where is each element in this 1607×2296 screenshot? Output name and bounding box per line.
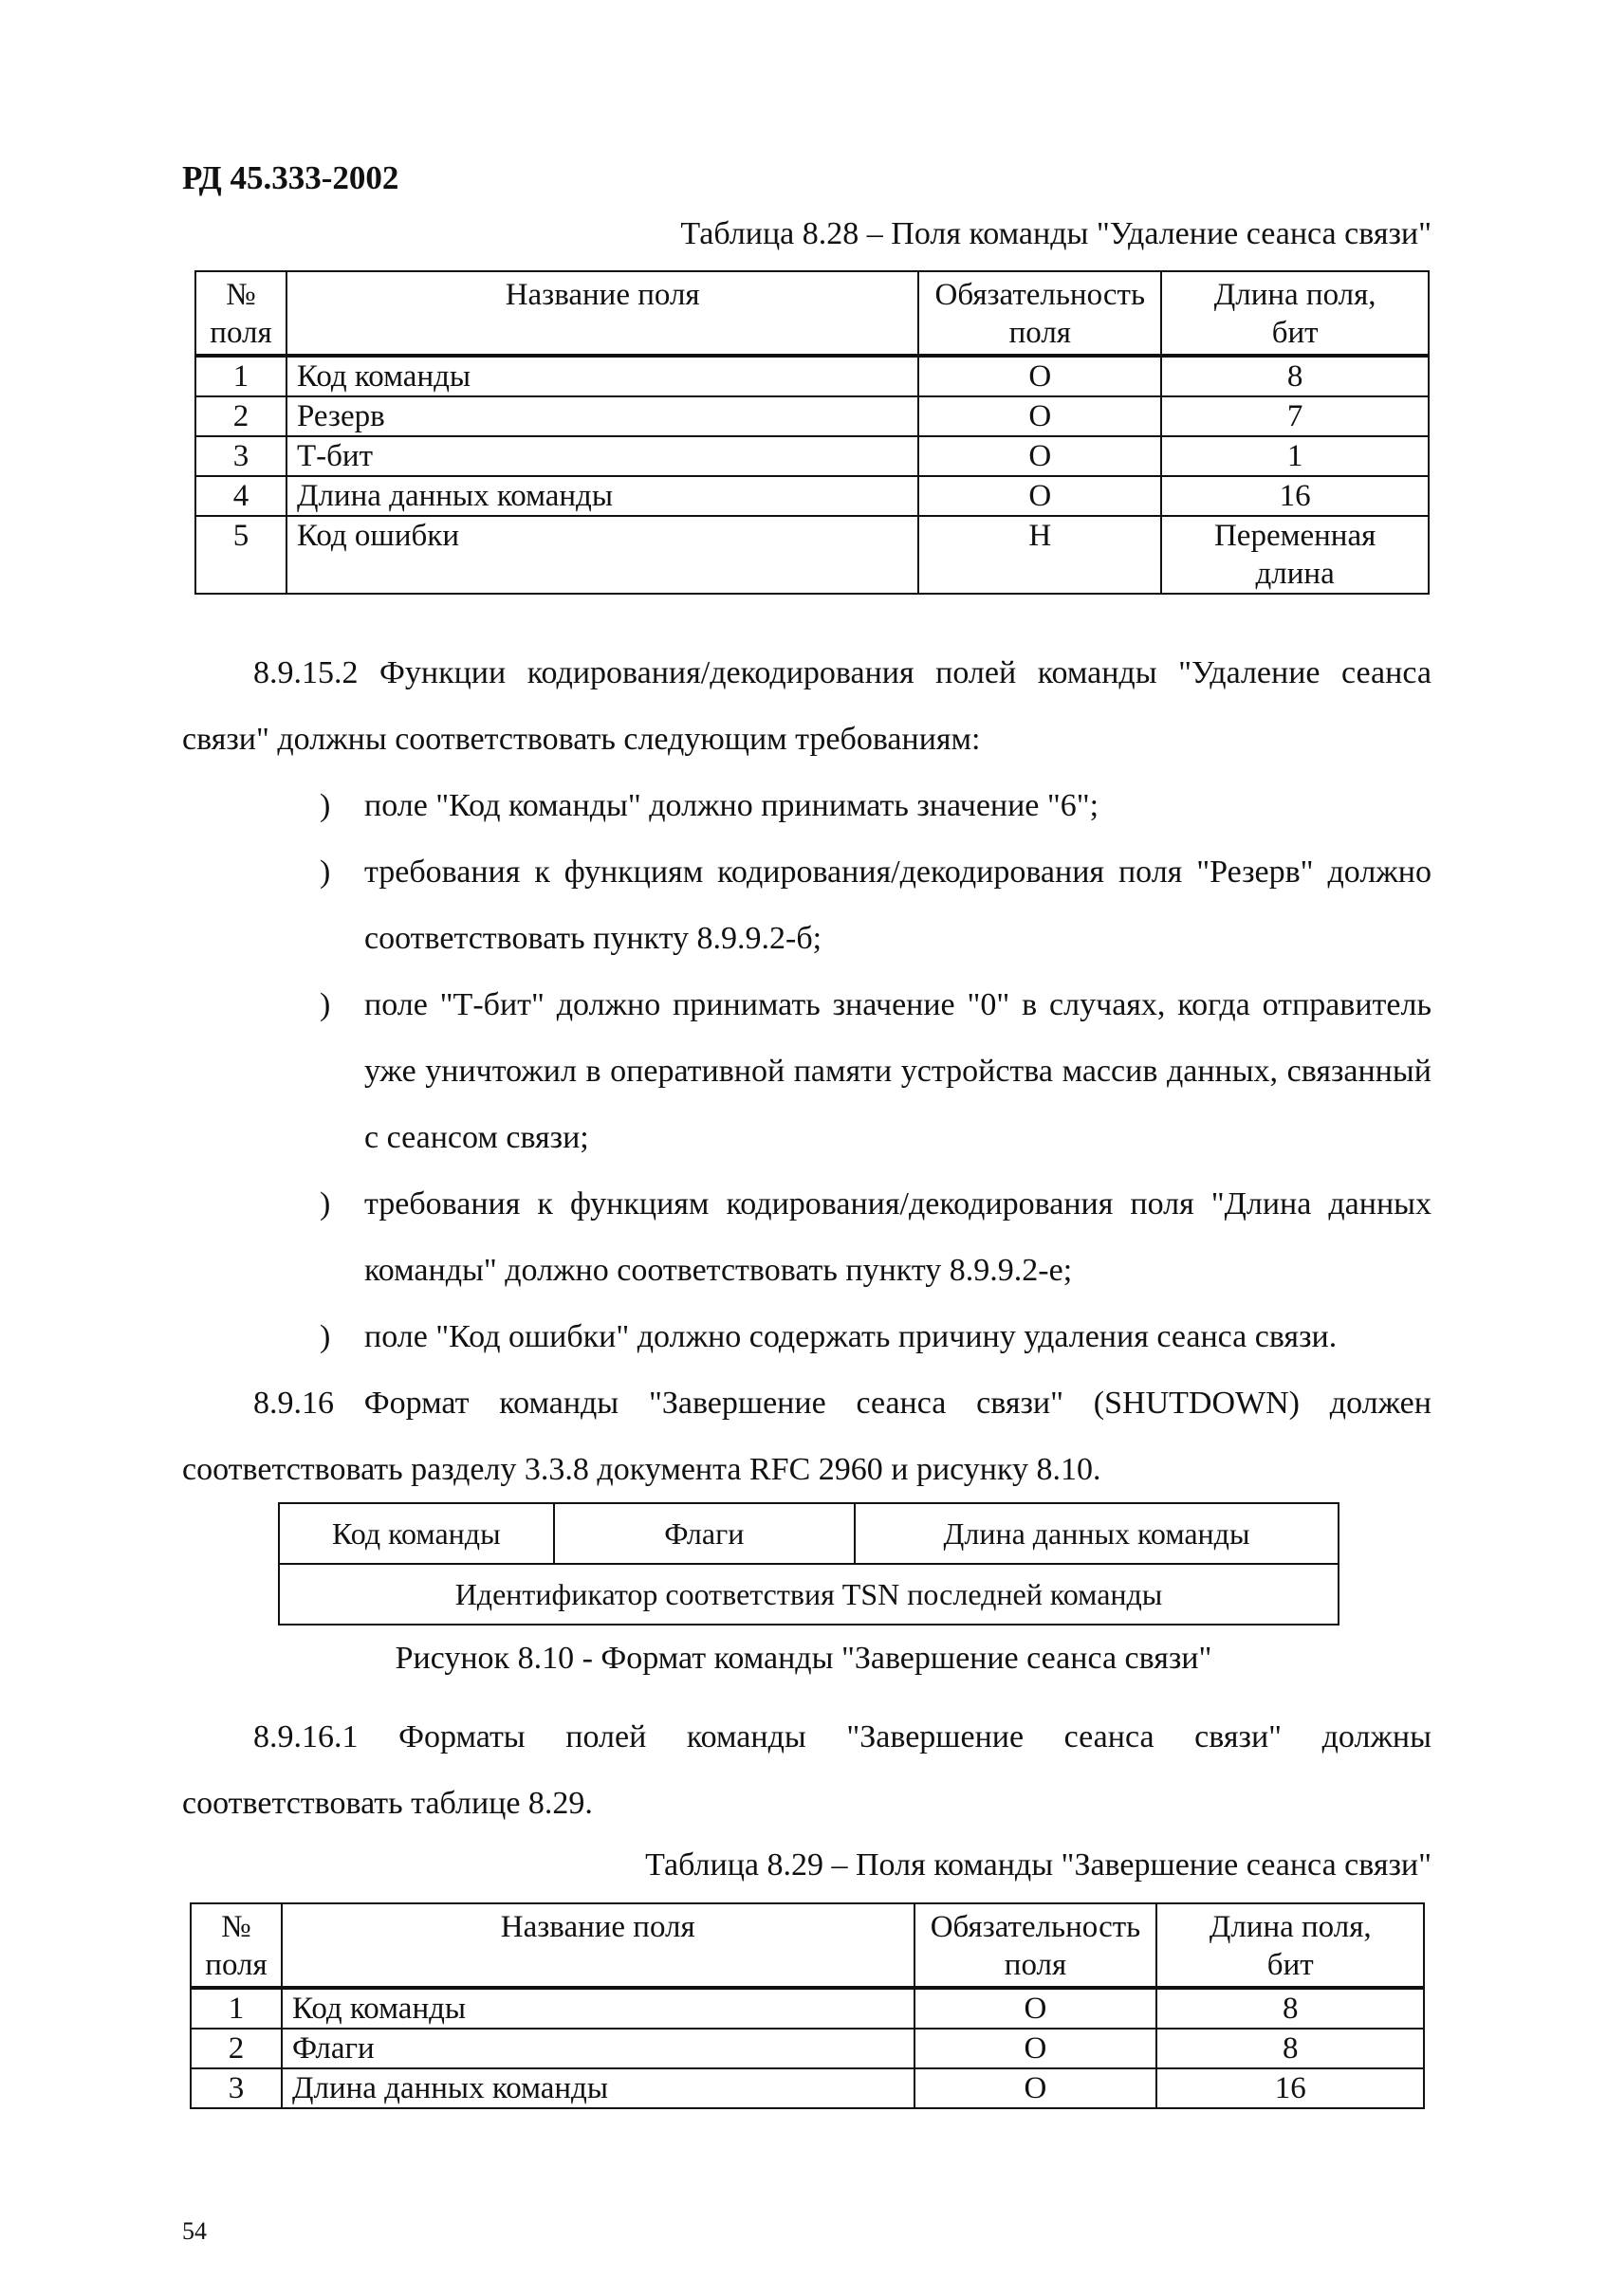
list-marker: ) <box>320 854 331 890</box>
cell-no: 2 <box>191 2029 282 2068</box>
cell-length: 7 <box>1161 396 1429 436</box>
table-row <box>195 356 1429 396</box>
list-item: требования к функциям кодирования/декодирования поля "Длина данных <box>364 1186 1432 1221</box>
cell-length: 16 <box>1156 2068 1424 2108</box>
paragraph-8-9-16-1-line1: 8.9.16.1 Форматы полей команды "Завершение сеанса связи" должны <box>253 1719 1432 1754</box>
cell-name: Код ошибки <box>286 516 918 594</box>
table-row <box>195 436 1429 476</box>
col-header-required: Обязательность поля <box>914 1903 1157 1988</box>
cell-required: О <box>914 2029 1157 2068</box>
cell-required: О <box>918 436 1161 476</box>
table-8-28 <box>194 270 1430 595</box>
paragraph-8-9-15-2-line1: 8.9.15.2 Функции кодирования/декодирования полей команды "Удаление сеанса <box>253 655 1432 690</box>
cell-length: 1 <box>1161 436 1429 476</box>
cell-no: 5 <box>195 516 286 594</box>
cell-name: Резерв <box>286 396 918 436</box>
list-item: требования к функциям кодирования/декодирования поля "Резерв" должно <box>364 854 1432 890</box>
cell-name: Код команды <box>282 1988 914 2029</box>
col-header-no: № поля <box>195 271 286 356</box>
table-header-row <box>195 271 1429 356</box>
format-cell-data-length: Длина данных команды <box>855 1503 1339 1564</box>
cell-required: О <box>918 476 1161 516</box>
table-row <box>191 2029 1424 2068</box>
col-header-length: Длина поля, бит <box>1161 271 1429 356</box>
table-8-28-caption: Таблица 8.28 – Поля команды "Удаление сеанса связи" <box>680 216 1432 251</box>
cell-name: Т-бит <box>286 436 918 476</box>
table-row <box>195 476 1429 516</box>
cell-no: 1 <box>195 356 286 396</box>
cell-required: Н <box>918 516 1161 594</box>
cell-required: О <box>918 356 1161 396</box>
col-header-length: Длина поля, бит <box>1156 1903 1424 1988</box>
list-item: поле "Код ошибки" должно содержать причину удаления сеанса связи. <box>364 1319 1338 1354</box>
list-item: поле "Т-бит" должно принимать значение "0" в случаях, когда отправитель <box>364 987 1432 1022</box>
cell-no: 3 <box>195 436 286 476</box>
figure-8-10-format <box>278 1502 1339 1626</box>
paragraph-8-9-16-line2: соответствовать разделу 3.3.8 документа RFC 2960 и рисунку 8.10. <box>182 1452 1101 1487</box>
list-marker: ) <box>320 987 331 1022</box>
cell-no: 3 <box>191 2068 282 2108</box>
table-row <box>191 2068 1424 2108</box>
table-8-29 <box>190 1902 1425 2109</box>
figure-8-10-caption: Рисунок 8.10 - Формат команды "Завершение сеанса связи" <box>395 1641 1212 1676</box>
cell-length: Переменная длина <box>1161 516 1429 594</box>
cell-name: Длина данных команды <box>282 2068 914 2108</box>
format-cell-tsn: Идентификатор соответствия TSN последней команды <box>279 1564 1339 1625</box>
list-marker: ) <box>320 788 331 823</box>
paragraph-8-9-16-line1: 8.9.16 Формат команды "Завершение сеанса связи" (SHUTDOWN) должен <box>253 1386 1432 1421</box>
col-header-required: Обязательность поля <box>918 271 1161 356</box>
cell-required: О <box>918 396 1161 436</box>
list-item-continuation: уже уничтожил в оперативной памяти устройства массив данных, связанный <box>364 1054 1432 1089</box>
paragraph-8-9-15-2-line2: связи" должны соответствовать следующим требованиям: <box>182 722 981 757</box>
cell-length: 16 <box>1161 476 1429 516</box>
cell-name: Код команды <box>286 356 918 396</box>
cell-length: 8 <box>1156 2029 1424 2068</box>
table-8-29-caption: Таблица 8.29 – Поля команды "Завершение сеанса связи" <box>645 1847 1432 1883</box>
cell-no: 2 <box>195 396 286 436</box>
table-row <box>195 396 1429 436</box>
col-header-name: Название поля <box>286 271 918 356</box>
paragraph-8-9-16-1-line2: соответствовать таблице 8.29. <box>182 1786 593 1821</box>
cell-name: Длина данных команды <box>286 476 918 516</box>
table-row <box>191 1988 1424 2029</box>
table-header-row <box>191 1903 1424 1988</box>
col-header-no: № поля <box>191 1903 282 1988</box>
cell-required: О <box>914 2068 1157 2108</box>
table-row <box>195 516 1429 594</box>
document-code: РД 45.333-2002 <box>182 159 399 196</box>
list-item-continuation: с сеансом связи; <box>364 1120 589 1155</box>
list-marker: ) <box>320 1186 331 1221</box>
cell-required: О <box>914 1988 1157 2029</box>
cell-no: 1 <box>191 1988 282 2029</box>
cell-length: 8 <box>1156 1988 1424 2029</box>
col-header-name: Название поля <box>282 1903 914 1988</box>
list-marker: ) <box>320 1319 331 1354</box>
cell-length: 8 <box>1161 356 1429 396</box>
cell-name: Флаги <box>282 2029 914 2068</box>
list-item: поле "Код команды" должно принимать значение "6"; <box>364 788 1099 823</box>
list-item-continuation: команды" должно соответствовать пункту 8.9.9.2-е; <box>364 1253 1073 1288</box>
page-number: 54 <box>182 2217 207 2245</box>
list-item-continuation: соответствовать пункту 8.9.9.2-б; <box>364 921 822 956</box>
format-cell-command-code: Код команды <box>279 1503 554 1564</box>
format-cell-flags: Флаги <box>554 1503 855 1564</box>
cell-no: 4 <box>195 476 286 516</box>
